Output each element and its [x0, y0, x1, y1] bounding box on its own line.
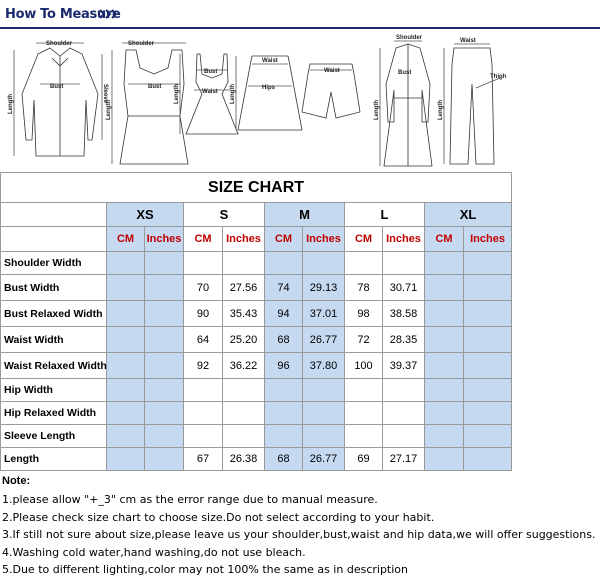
length-label: Length	[174, 84, 180, 104]
shoulder-label: Shoulder	[396, 35, 423, 41]
table-cell	[145, 379, 184, 402]
unit-cm: CM	[345, 227, 383, 252]
table-row	[1, 425, 512, 448]
length-label: Length	[374, 100, 380, 120]
table-cell	[464, 252, 512, 275]
table-cell: 30.71	[383, 275, 425, 301]
table-row	[1, 353, 512, 379]
table-row	[1, 275, 512, 301]
row-label: Sleeve Length	[1, 425, 107, 448]
table-cell	[303, 379, 345, 402]
table-cell	[107, 448, 145, 471]
table-cell	[425, 353, 464, 379]
size-header-xs: XS	[107, 203, 184, 227]
table-cell: 26.77	[303, 448, 345, 471]
table-cell: 35.43	[223, 301, 265, 327]
row-label: Waist Width	[1, 327, 107, 353]
table-cell	[265, 252, 303, 275]
table-cell	[107, 353, 145, 379]
table-cell	[464, 448, 512, 471]
table-cell	[265, 425, 303, 448]
note-line: 3.If still not sure about size,please leave us your shoulder,bust,waist and hip data,we will offer suggestions.	[2, 528, 596, 541]
table-cell	[303, 425, 345, 448]
table-cell	[184, 252, 223, 275]
shoulder-label: Shoulder	[46, 41, 73, 47]
bust-label: Bust	[398, 70, 412, 76]
length-label: Length	[8, 94, 14, 114]
table-cell: 38.58	[383, 301, 425, 327]
row-label: Hip Relaxed Width	[1, 402, 107, 425]
table-cell: 90	[184, 301, 223, 327]
table-cell: 68	[265, 327, 303, 353]
table-cell: 27.56	[223, 275, 265, 301]
table-cell	[464, 275, 512, 301]
table-cell	[464, 301, 512, 327]
bust-label: Bust	[50, 84, 64, 90]
row-label: Bust Width	[1, 275, 107, 301]
size-header-l: L	[345, 203, 425, 227]
table-cell	[265, 402, 303, 425]
note-line: 5.Due to different lighting,color may not 100% the same as in description	[2, 563, 408, 576]
waist-label: Waist	[202, 89, 218, 95]
table-cell	[303, 402, 345, 425]
shoulder-label: Shoulder	[128, 41, 155, 47]
table-cell: 26.77	[303, 327, 345, 353]
unit-inches: Inches	[464, 227, 512, 252]
table-cell	[425, 301, 464, 327]
table-cell: 29.13	[303, 275, 345, 301]
table-cell	[425, 379, 464, 402]
length-label: Length	[438, 100, 444, 120]
table-cell	[145, 353, 184, 379]
table-cell	[265, 379, 303, 402]
table-cell	[464, 425, 512, 448]
pants-sketch-icon	[444, 44, 500, 164]
table-cell	[184, 425, 223, 448]
table-cell: 69	[345, 448, 383, 471]
table-cell: 64	[184, 327, 223, 353]
table-cell: 25.20	[223, 327, 265, 353]
table-cell: 37.80	[303, 353, 345, 379]
table-cell: 67	[184, 448, 223, 471]
triple-chevron-right-icon	[99, 8, 119, 20]
table-row	[1, 301, 512, 327]
row-label: Hip Width	[1, 379, 107, 402]
notes-section	[2, 475, 598, 579]
table-cell: 39.37	[383, 353, 425, 379]
row-label: Shoulder Width	[1, 252, 107, 275]
table-cell	[145, 301, 184, 327]
table-cell	[464, 379, 512, 402]
table-cell	[145, 402, 184, 425]
table-row	[1, 402, 512, 425]
table-cell	[383, 379, 425, 402]
table-cell: 92	[184, 353, 223, 379]
table-cell	[107, 275, 145, 301]
row-label: Waist Relaxed Width	[1, 353, 107, 379]
table-cell	[223, 402, 265, 425]
unit-inches: Inches	[223, 227, 265, 252]
table-cell: 78	[345, 275, 383, 301]
unit-cm: CM	[107, 227, 145, 252]
table-cell	[145, 252, 184, 275]
table-cell: 27.17	[383, 448, 425, 471]
table-cell	[223, 425, 265, 448]
row-label: Bust Relaxed Width	[1, 301, 107, 327]
size-header-s: S	[184, 203, 265, 227]
table-cell: 28.35	[383, 327, 425, 353]
table-cell	[107, 379, 145, 402]
unit-inches: Inches	[383, 227, 425, 252]
thigh-label: Thigh	[490, 74, 507, 80]
table-cell	[107, 327, 145, 353]
note-line: 2.Please check size chart to choose size.Do not select according to your habit.	[2, 510, 435, 524]
sleeve-label: Sleeve	[102, 84, 108, 104]
table-cell	[383, 252, 425, 275]
table-cell	[383, 425, 425, 448]
table-cell	[145, 275, 184, 301]
note-line: 4.Washing cold water,hand washing,do not use bleach.	[2, 545, 306, 559]
header-title: How To Measure	[5, 7, 121, 22]
table-cell	[107, 301, 145, 327]
table-cell: 70	[184, 275, 223, 301]
table-row	[1, 252, 512, 275]
length-label: Length	[230, 84, 236, 104]
table-cell	[184, 402, 223, 425]
table-cell: 100	[345, 353, 383, 379]
table-cell	[345, 252, 383, 275]
waist-label: Waist	[324, 68, 340, 74]
unit-cm: CM	[265, 227, 303, 252]
notes-title: Note:	[2, 475, 31, 487]
unit-inches: Inches	[303, 227, 345, 252]
table-cell: 26.38	[223, 448, 265, 471]
table-cell	[345, 425, 383, 448]
unit-cm: CM	[425, 227, 464, 252]
size-chart-title: SIZE CHART	[1, 173, 512, 203]
table-cell: 94	[265, 301, 303, 327]
corner-cell	[1, 203, 107, 227]
length-label: Length	[106, 100, 112, 120]
table-cell	[464, 402, 512, 425]
waist-label: Waist	[262, 58, 278, 64]
how-to-measure-header	[0, 0, 600, 34]
table-cell	[345, 379, 383, 402]
blouse-sketch-icon	[14, 43, 102, 156]
size-header-xl: XL	[425, 203, 512, 227]
garment-illustrations	[0, 34, 600, 170]
header-underline	[0, 27, 600, 29]
table-row	[1, 448, 512, 471]
unit-cm: CM	[184, 227, 223, 252]
table-cell	[464, 353, 512, 379]
size-header-m: M	[265, 203, 345, 227]
waist-label: Waist	[460, 38, 476, 44]
table-cell	[145, 327, 184, 353]
table-cell	[425, 448, 464, 471]
table-cell	[425, 275, 464, 301]
coat-sketch-icon	[380, 41, 432, 166]
note-line: 1.please allow "+_3" cm as the error range due to manual measure.	[2, 493, 378, 506]
table-row	[1, 327, 512, 353]
table-cell	[145, 425, 184, 448]
bust-label: Bust	[204, 69, 218, 75]
table-cell	[145, 448, 184, 471]
hips-label: Hips	[262, 85, 276, 91]
unit-inches: Inches	[145, 227, 184, 252]
skirt-sketch-icon	[236, 56, 302, 130]
row-label: Length	[1, 448, 107, 471]
table-cell	[303, 252, 345, 275]
corner-cell	[1, 227, 107, 252]
table-cell: 36.22	[223, 353, 265, 379]
table-cell	[107, 425, 145, 448]
table-cell	[383, 402, 425, 425]
table-row	[1, 379, 512, 402]
table-cell	[464, 327, 512, 353]
table-cell: 98	[345, 301, 383, 327]
table-cell	[223, 252, 265, 275]
garment-sketches	[0, 34, 600, 170]
table-cell	[345, 402, 383, 425]
table-cell	[425, 402, 464, 425]
table-cell	[425, 252, 464, 275]
table-cell	[107, 402, 145, 425]
table-cell	[425, 425, 464, 448]
table-cell	[223, 379, 265, 402]
table-cell	[184, 379, 223, 402]
table-cell: 37.01	[303, 301, 345, 327]
size-chart-table	[0, 172, 512, 471]
table-cell: 68	[265, 448, 303, 471]
table-cell: 96	[265, 353, 303, 379]
table-cell: 72	[345, 327, 383, 353]
table-cell	[107, 252, 145, 275]
table-cell	[425, 327, 464, 353]
table-cell: 74	[265, 275, 303, 301]
bust-label: Bust	[148, 84, 162, 90]
